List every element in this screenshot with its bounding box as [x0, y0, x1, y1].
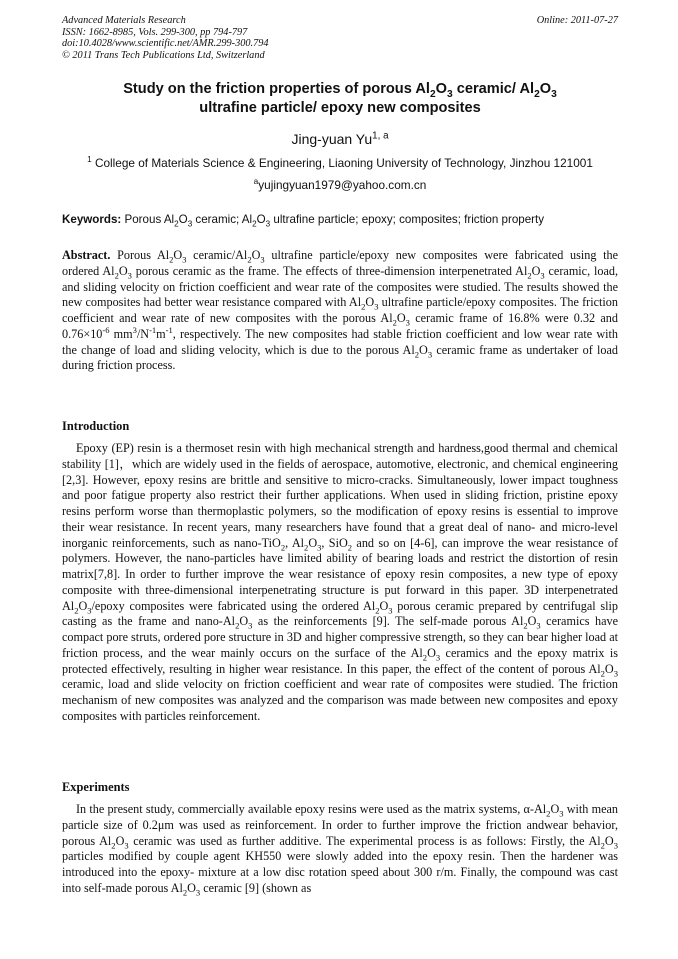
abstract-paragraph: Abstract. Porous $Al_2O_3$ ceramic/$Al_2O_3$ ultrafine particle/epoxy new composites were fabricated using the ordered $Al_2O_3$ porous ceramic as the frame. The effects of three-dimension interpenetrated $Al_2O_3$ ceramic, load, and sliding velocity on friction coefficient and wear rate of the composites were studied. The results showed the new composites had better wear resistance compared with $Al_2O_3$ ultrafine particle/epoxy composites. The friction coefficient and wear rate of new composites with the porous $Al_2O_3$ ceramic frame of 16.8% were 0.32 and $0.76\times 10^{-6}$ $mm^3/N^{-1}m^{-1}$, respectively. The new composites had stable friction coefficient and low wear rate with the change of load and sliding velocity, which is due to the porous $Al_2O_3$ ceramic frame as undertaker of load during friction process.	[62, 248, 619, 373]
author-name: Jing-yuan Yu$^{1, a}$	[291, 130, 389, 147]
journal-name: Advanced Materials Research	[62, 15, 186, 26]
issn-line: ISSN: 1662-8985, Vols. 299-300, pp 794-797	[62, 26, 248, 38]
experiments-paragraph: In the present study, commercially available epoxy resins were used as the matrix systems, $\alpha-Al_2O_3$ with mean particle size of 0.2μm was used as reinforcement. In order to further improve the friction andwear behavior, porous $Al_2O_3$ ceramic was used as further additive. The experimental process is as follows: Firstly, the $Al_2O_3$ particles modified by couple agent KH550 were slowly added into the epoxy resin. Then the hardener was introduced into the epoxy- mixture at a low disc rotation speed about 300 r/m. Finally, the compound was cast into self-made porous $Al_2O_3$ ceramic [9] (shown as	[62, 802, 618, 898]
introduction-heading: Introduction	[62, 419, 130, 433]
affiliation: $^1$ College of Materials Science & Engineering, Liaoning University of Technology, Jinzhou 121001	[87, 155, 593, 170]
journal-header	[62, 15, 618, 61]
keywords: Keywords: Porous $Al_2O_3$ ceramic; $Al_2O_3$ ultrafine particle; epoxy; composites; friction property	[62, 213, 545, 229]
author-email: $^a$yujingyuan1979@yahoo.com.cn	[253, 177, 427, 192]
doi-line: doi:10.4028/www.scientific.net/AMR.299-300.794	[62, 38, 269, 50]
paper-title: Study on the friction properties of porous $Al_2O_3$ ceramic/ $Al_2O_3$ ultrafine particle/ epoxy new composites	[123, 81, 557, 116]
introduction-paragraph: Epoxy (EP) resin is a thermoset resin with high mechanical strength and hardness,good thermal and chemical stability [1]，which are widely used in the fields of aerospace, automotive, electronic, and chemical engineering [2,3]. However, epoxy resins are brittle and sensitive to micro-cracks. Simultaneously, lower impact toughness and poor fatigue property also restrict their further applications. When used in sliding friction, pristine epoxy resins perform worse than thermoplastic polymers, so the modification of epoxy resins is essential to improve their wear resistance. In recent years, many researchers have found that a great deal of nano- and micro-level inorganic reinforcements, such as nano-TiO$_2$, $Al_2O_3$, SiO$_2$ and so on [4-6], can improve the wear resistance of polymers. However, the nano-particles have limited ability of bearing loads and restrict the distortion of resin matrix[7,8]. In order to further improve the wear resistance of epoxy resin composites, a new type of epoxy composite with three-dimensional interpenetrating structure is put forward in this paper. 3D interpenetrated $Al_2O_3$/epoxy composites were fabricated using the ordered $Al_2O_3$ porous ceramic prepared by centrifugal slip casting as the frame and nano-$Al_2O_3$ as the reinforcements [9]. The self-made porous $Al_2O_3$ ceramics have compact pore struts, ordered pore structure in 3D and higher compressive strength, so they can bear higher load at friction process, and the wear mainly occurs on the surface of the $Al_2O_3$ ceramics and the epoxy matrix is protected effectively, resulting in higher wear resistance. In this paper, the effect of the content of porous $Al_2O_3$ ceramic, load and slide velocity on friction coefficient and wear rate of composites were studied. The friction mechanism of new composites was analyzed and the comparison was made between new composites and epoxy composites with particles reinforcement.	[62, 441, 619, 723]
copyright-line: © 2011 Trans Tech Publications Ltd, Switzerland	[62, 49, 265, 61]
online-date: Online: 2011-07-27	[536, 15, 618, 26]
experiments-heading: Experiments	[62, 780, 130, 794]
